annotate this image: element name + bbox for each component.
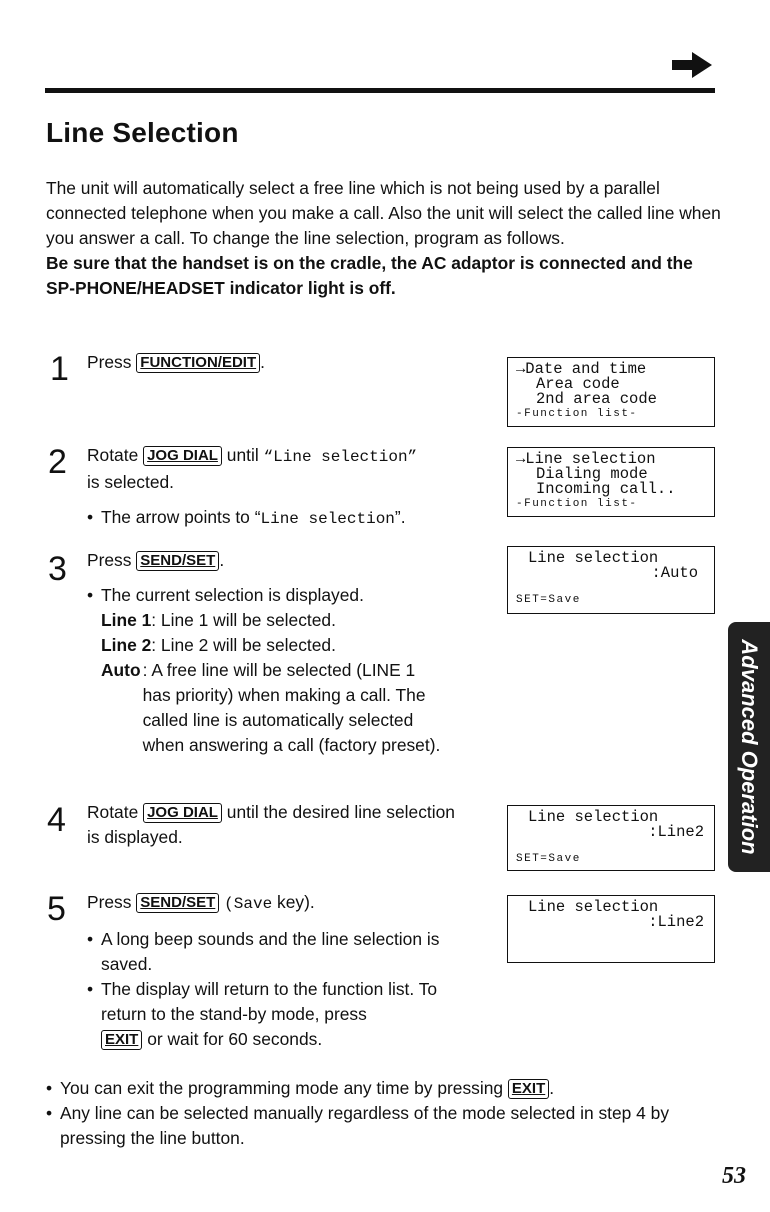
step-4-number: 4 [47, 801, 66, 839]
note-2: • Any line can be selected manually regardless of the mode selected in step 4 by pressing the line button. [46, 1101, 726, 1151]
jog-dial-key-2: JOG DIAL [143, 803, 222, 823]
lcd2-line1: →Line selection [516, 450, 656, 468]
auto-text: : A free line will be selected (LINE 1 has priority) when making a call. The called line is automatically selected when answering a call (factory preset). [142, 660, 441, 755]
lcd2-line3: Incoming call.. [536, 480, 676, 498]
note-1-post: . [549, 1078, 555, 1098]
lcd-display-4 [507, 805, 715, 871]
auto-label: Auto [101, 660, 141, 680]
function-edit-key: FUNCTION/EDIT [136, 353, 260, 373]
lcd2-line2: Dialing mode [536, 465, 648, 483]
lcd4-line1: Line selection [528, 808, 659, 826]
lcd-display-1 [507, 357, 715, 427]
step-5-save-post: key). [277, 892, 315, 912]
notes [46, 1076, 726, 1151]
lcd-display-5 [507, 895, 715, 963]
lcd1-line1: →Date and time [516, 360, 647, 378]
step-3-bullet: • The current selection is displayed. [87, 583, 487, 608]
step-5-bullet-2-end: or wait for 60 seconds. [147, 1029, 323, 1049]
line2-label: Line 2 [101, 635, 152, 655]
lcd3-line1: Line selection [528, 549, 659, 567]
step-2-rest: is selected. [87, 472, 174, 492]
page-title: Line Selection [46, 117, 239, 148]
step-1-press: Press [87, 352, 132, 372]
step-4-rotate: Rotate [87, 802, 139, 822]
step-2-bullet-pre: The arrow points to “ [101, 507, 261, 527]
lcd5-line1: Line selection [528, 898, 659, 916]
step-2-rotate: Rotate [87, 445, 139, 465]
lcd2-line4: -Function list- [516, 498, 638, 510]
step-3-press: Press [87, 550, 132, 570]
lcd-display-2 [507, 447, 715, 517]
step-5-press: Press [87, 892, 132, 912]
step-1-text [87, 350, 487, 375]
step-5-bullet-2 [87, 977, 487, 1052]
line1-text: : Line 1 will be selected. [151, 610, 336, 630]
intro-bold-text: Be sure that the handset is on the cradle, the AC adaptor is connected and the SP-PHONE/HEADSET indicator light is off. [46, 253, 693, 298]
exit-key-2: EXIT [508, 1079, 549, 1099]
step-5-save-mono: (Save [224, 895, 273, 913]
line1-label: Line 1 [101, 610, 152, 630]
intro-text: The unit will automatically select a free line which is not being used by a parallel connected telephone when you make a call. Also the unit will select the called line when you answer a call. To change the line selection, program as follows. [46, 178, 721, 248]
section-side-tab [728, 622, 770, 872]
step-3-end: . [219, 550, 225, 570]
step-1-end: . [260, 352, 265, 372]
step-4-rest: until the desired line selection is displayed. [87, 802, 455, 847]
step-3-number: 3 [48, 550, 67, 588]
step-5-number: 5 [47, 890, 66, 928]
jog-dial-key: JOG DIAL [143, 446, 222, 466]
lcd1-line4: -Function list- [516, 408, 638, 420]
lcd1-line3: 2nd area code [536, 390, 657, 408]
send-set-key: SEND/SET [136, 551, 219, 571]
send-set-key-2: SEND/SET [136, 893, 219, 913]
lcd4-line3: SET=Save [516, 853, 581, 865]
note-1-pre: You can exit the programming mode any time by pressing [60, 1078, 504, 1098]
lcd4-line2: :Line2 [648, 823, 704, 841]
lcd3-line2: :Auto [651, 564, 698, 582]
header-rule [45, 88, 715, 93]
step-2-bullet-mono: Line selection [260, 510, 395, 528]
step-2-number: 2 [48, 443, 67, 481]
step-2-text [87, 443, 497, 532]
step-5-text [87, 890, 487, 1052]
step-3-text [87, 548, 487, 758]
step-5-bullet-2-text: The display will return to the function list. To return to the stand-by mode, press [101, 979, 438, 1024]
step-2-bullet-post: ”. [394, 507, 406, 527]
line2-text: : Line 2 will be selected. [151, 635, 336, 655]
lcd3-line3: SET=Save [516, 594, 581, 606]
lcd-display-3 [507, 546, 715, 614]
step-2-display: “Line selection” [263, 448, 418, 466]
lcd1-line2: Area code [536, 375, 620, 393]
exit-key: EXIT [101, 1030, 142, 1050]
next-page-arrow-icon [672, 52, 714, 78]
page-number: 53 [722, 1163, 746, 1189]
intro-paragraph [46, 176, 726, 301]
step-1-number: 1 [50, 350, 69, 388]
lcd5-line2: :Line2 [648, 913, 704, 931]
step-4-text [87, 800, 457, 850]
side-tab-label: Advanced Operation [737, 639, 762, 855]
step-2-bullet [87, 505, 497, 532]
step-2-until: until [226, 445, 259, 465]
step-5-bullet-1: • A long beep sounds and the line selection is saved. [87, 927, 487, 977]
note-1 [46, 1076, 726, 1101]
